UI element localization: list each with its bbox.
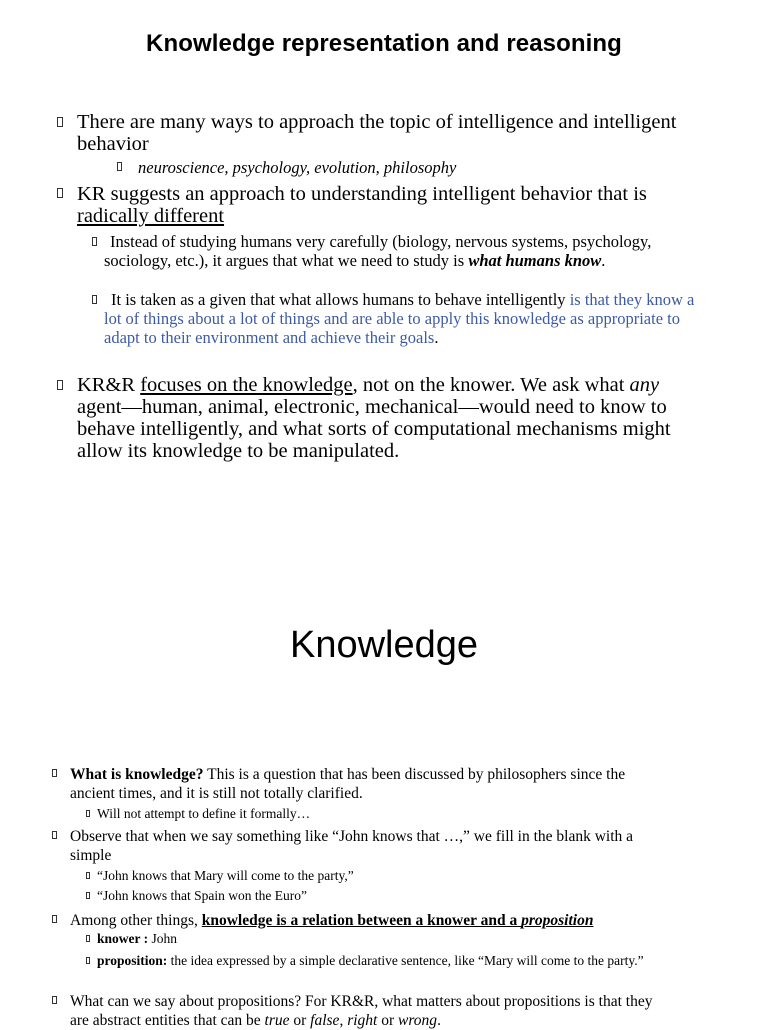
knower-value: John [148,931,178,946]
kr-bullet-2-sub-2 [104,290,702,347]
knowledge-bullet-1-sub-text: Will not attempt to define it formally… [97,806,311,821]
bullet-icon [57,188,63,198]
knowledge-bullet-3-bold: knowledge is a relation between a knower and a [201,912,522,929]
knowledge-bullet-4-end: . [437,1012,441,1029]
knowledge-bullet-2 [70,827,660,865]
kr-bullet-1-text: There are many ways to approach the topic of intelligence and intelligent behavior [77,111,677,155]
bullet-icon [52,915,57,923]
knowledge-bullet-1-bold: What is knowledge? [70,766,204,783]
proposition-label: proposition: [97,953,168,968]
knowledge-bullet-4-or-2: or [377,1012,399,1029]
knowledge-bullet-3-sub-1 [97,931,597,947]
bullet-icon [57,380,63,390]
kr-bullet-3-rest: agent—human, animal, electronic, mechanical—would need to know to behave intelligently, and what sorts of computational mechanisms might allow its knowledge to be manipulated. [77,396,671,462]
kr-bullet-2-sub-2-end: . [434,328,439,347]
kr-bullet-2-sub-2-blue: is that they know a lot of things about a lot of things and are able to apply this knowledge as appropriate to adapt to their environment and achieve their goals [104,290,695,347]
knowledge-bullet-1-text: This is a question that has been discussed by philosophers since the ancient times, and it is still not totally clarified. [70,766,626,802]
sub-bullet-icon [86,892,90,899]
sub-bullet-icon [86,810,90,817]
knowledge-bullet-2-sub-1-text: “John knows that Mary will come to the party,” [97,868,354,883]
knowledge-bullet-1 [70,765,640,803]
knowledge-bullet-4-false: false [310,1012,340,1029]
knowledge-bullet-4-wrong: wrong [398,1012,438,1029]
bullet-icon [52,996,57,1004]
knowledge-bullet-4-text: What can we say about propositions? For KR&R, what matters about propositions is that they are abstract entities that can be [70,993,653,1029]
kr-bullet-2 [77,183,707,227]
knowledge-bullet-3-sub-2 [97,953,653,969]
knowledge-bullet-2-text: Observe that when we say something like “John knows that …,” we fill in the blank with a simple [70,828,634,864]
bullet-icon [52,831,57,839]
knowledge-bullet-2-sub-2-text: “John knows that Spain won the Euro” [97,888,307,903]
sub-bullet-icon [117,162,122,171]
knowledge-bullet-2-sub-1 [97,868,597,884]
kr-bullet-2-sub-1-end: . [601,251,606,270]
kr-bullet-3-mid: , not on the knower. We ask what [352,374,630,396]
knowledge-bullet-3 [70,911,690,930]
bullet-icon [52,769,57,777]
knowledge-bullet-1-sub [97,806,597,822]
page-title: Knowledge representation and reasoning [146,30,622,57]
kr-bullet-2-sub-1 [104,232,664,270]
kr-bullet-1-sub-text: neuroscience, psychology, evolution, philosophy [138,158,457,177]
kr-bullet-1 [77,111,677,155]
kr-bullet-2-lead: KR suggests an approach to understanding intelligent behavior that is [77,183,647,205]
kr-bullet-3 [77,374,677,462]
kr-bullet-2-sub-1-emph: what humans know [468,251,602,270]
knowledge-bullet-4 [70,992,670,1030]
knowledge-bullet-4-right: right [347,1012,378,1029]
sub-bullet-icon [92,295,97,304]
sub-bullet-icon [86,935,90,942]
kr-bullet-3-lead: KR&R [77,374,141,396]
sub-bullet-icon [92,237,97,246]
kr-bullet-2-sub-1-text: Instead of studying humans very carefully (biology, nervous systems, psychology, sociology, etc.), it argues that what we need to study is [104,232,652,270]
sub-bullet-icon [86,957,90,964]
sub-bullet-icon [86,872,90,879]
knowledge-bullet-4-comma: , [339,1012,348,1029]
kr-bullet-3-emph: focuses on the knowledge [140,374,353,396]
knowledge-bullet-4-true: true [264,1012,290,1029]
kr-bullet-2-emph: radically different [77,205,225,227]
bullet-icon [57,117,63,127]
knowledge-bullet-2-sub-2 [97,888,597,904]
proposition-value: the idea expressed by a simple declarative sentence, like “Mary will come to the party.” [167,953,644,968]
knower-label: knower : [97,931,149,946]
section-title: Knowledge [289,624,479,666]
kr-bullet-3-any: any [629,374,660,396]
knowledge-bullet-3-lead: Among other things, [70,912,202,929]
kr-bullet-2-sub-2-lead: It is taken as a given that what allows humans to behave intelligently [111,290,570,309]
kr-bullet-1-sub [138,158,638,177]
knowledge-bullet-3-bold-italic: proposition [521,912,594,929]
knowledge-bullet-4-or-1: or [289,1012,311,1029]
